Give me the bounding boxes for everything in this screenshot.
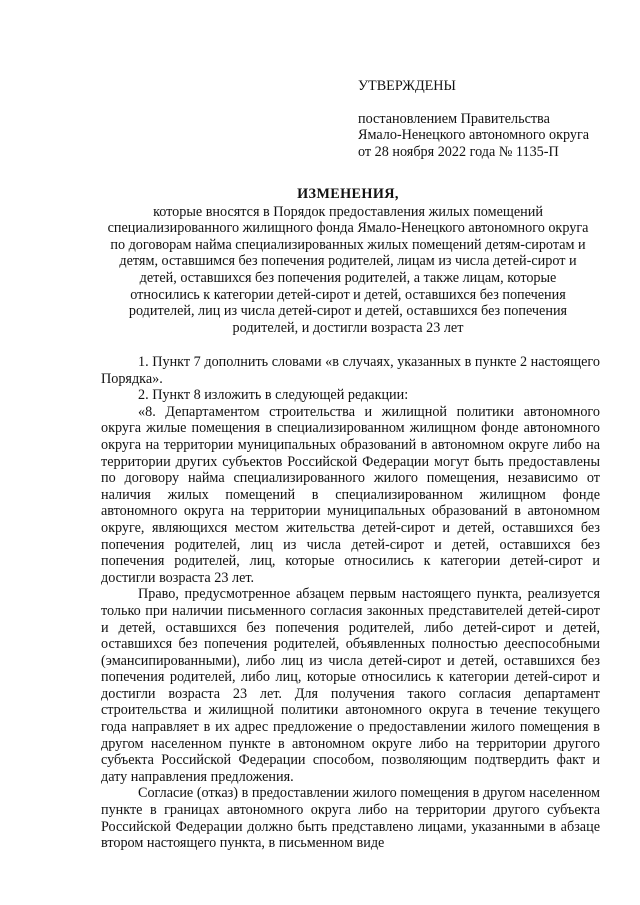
document-title: ИЗМЕНЕНИЯ, <box>297 186 399 202</box>
approval-line: постановлением Правительства <box>358 110 550 127</box>
document-body <box>101 354 600 852</box>
approval-heading: УТВЕРЖДЕНЫ <box>358 78 456 94</box>
approval-line: от 28 ноября 2022 года № 1135-П <box>358 143 559 160</box>
paragraph: «8. Департаментом строительства и жилищной политики автономного округа жилые помещения в специализированном жилищном фонде автономного округа на территории муниципальных образований в автономном округе либо на территории других субъектов Российской Федерации могут быть предоставлены по договору найма специализированного жилого помещения, независимо от наличия жилых помещений в специализированном жилищном фонде автономного округа на территории муниципальных образований в автономном округе, являющихся местом жительства детей-сирот и детей, оставшихся без попечения родителей, лиц из числа детей-сирот и детей, оставшихся без попечения родителей, лиц, которые относились к категории детей-сирот и достигли возраста 23 лет. <box>101 403 600 586</box>
approval-line: Ямало-Ненецкого автономного округа <box>358 127 590 144</box>
document-subtitle: которые вносятся в Порядок предоставления жилых помещений специализированного жилищного фонда Ямало-Ненецкого автономного округа по договорам найма специализированных жилых помещений детям-сиротам и детям, оставшимся без попечения родителей, лицам из числа детей-сирот и детей, оставшихся без попечения родителей, а также лицам, которые относились к категории детей-сирот и детей, оставшихся без попечения родителей, лиц из числа детей-сирот и детей, оставшихся без попечения родителей, и достигли возраста 23 лет <box>107 203 589 336</box>
paragraph: 2. Пункт 8 изложить в следующей редакции: <box>138 387 409 404</box>
paragraph: Право, предусмотренное абзацем первым настоящего пункта, реализуется только при наличии письменного согласия законных представителей детей-сирот и детей, оставшихся без попечения родителей, либо детей-сирот и детей, оставшихся без попечения родителей, объявленных полностью дееспособными (эмансипированными), либо лиц из числа детей-сирот и детей, оставшихся без попечения родителей, либо лиц, которые относились к категории детей-сирот и достигли возраста 23 лет. Для получения такого согласия департамент строительства и жилищной политики автономного округа в течение текущего года направляет в их адрес предложение о предоставлении жилого помещения в другом населенном пункте в автономном округе либо на территории другого субъекта Российской Федерации способом, позволяющим подтвердить факт и дату направления предложения. <box>101 586 600 785</box>
document-title-block <box>98 186 598 336</box>
approval-stamp <box>358 78 628 160</box>
paragraph: Согласие (отказ) в предоставлении жилого помещения в другом населенном пункте в границах автономного округа либо на территории другого субъекта Российской Федерации должно быть представлено лицами, указанными в абзаце втором настоящего пункта, в письменном виде <box>101 785 600 852</box>
paragraph: 1. Пункт 7 дополнить словами «в случаях, указанных в пункте 2 настоящего Порядка». <box>101 354 600 387</box>
